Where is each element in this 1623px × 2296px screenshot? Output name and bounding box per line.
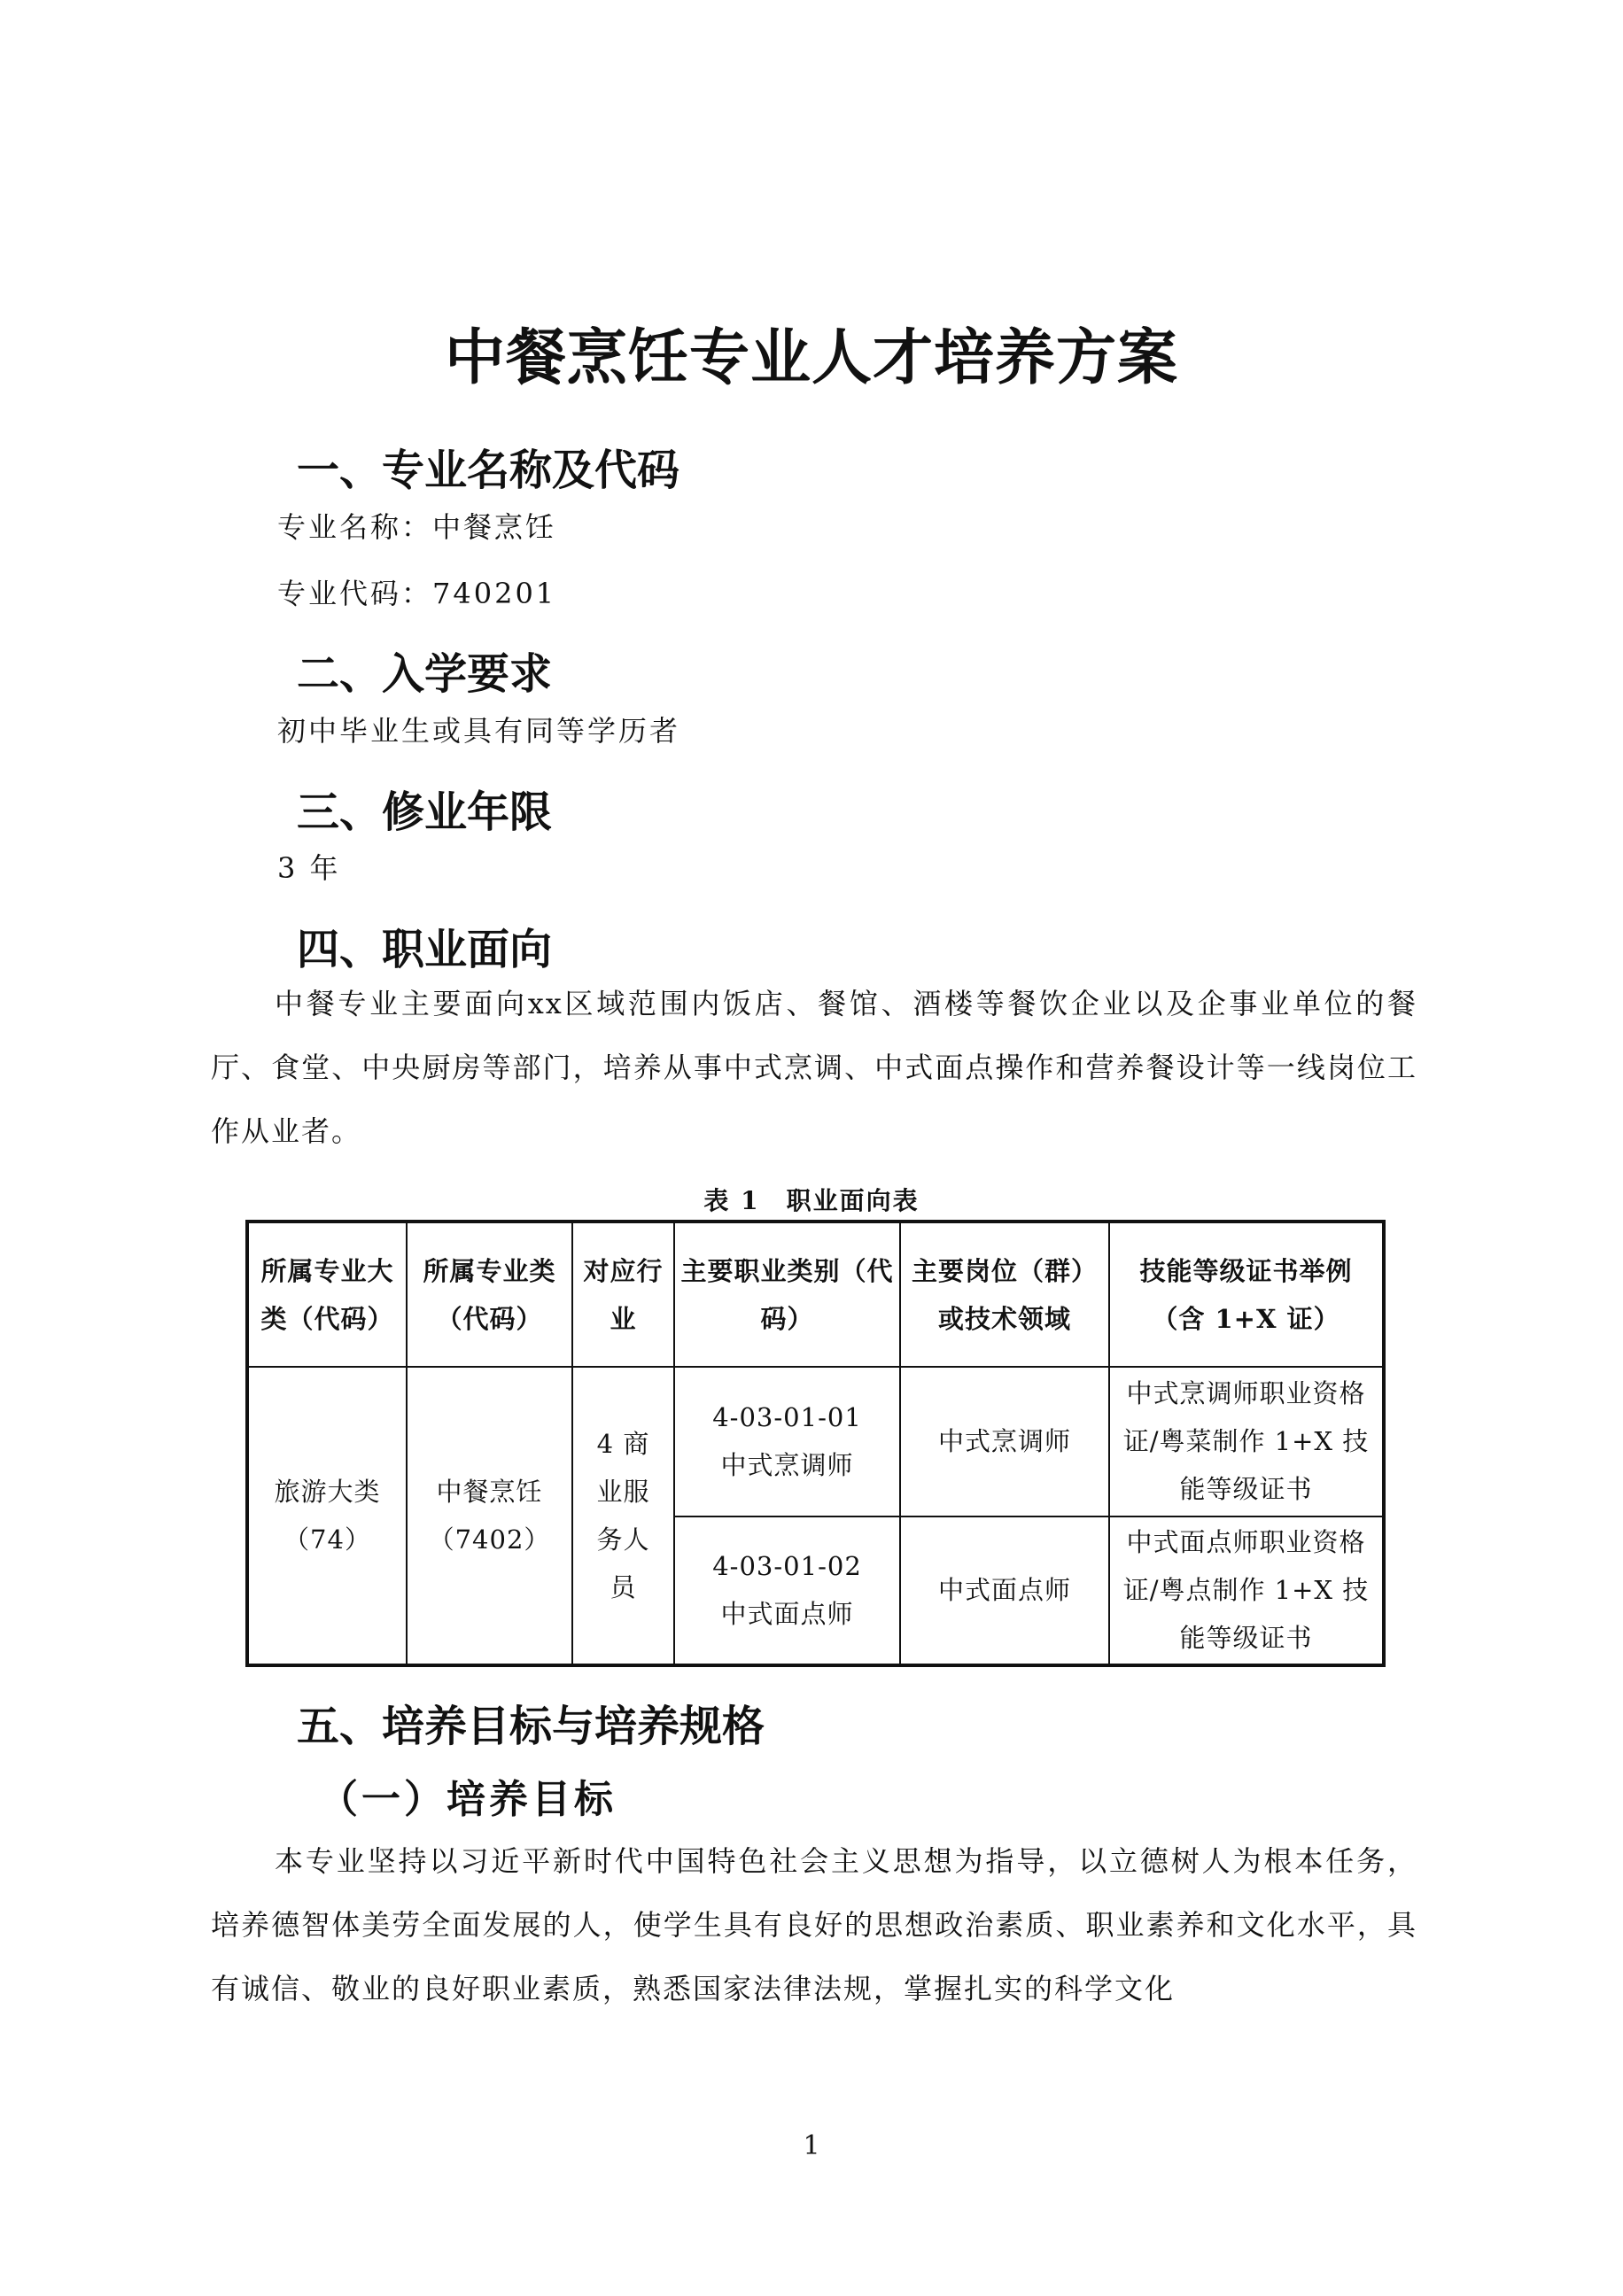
subsection-1-heading: （一）培养目标 [319,1777,617,1822]
major-code-line: 专业代码：740201 [277,577,557,610]
page-number: 1 [803,2130,820,2161]
cell-certificate: 中式烹调师职业资格证/粤菜制作 1+X 技能等级证书 [1109,1367,1384,1516]
training-goal-paragraph: 本专业坚持以习近平新时代中国特色社会主义思想为指导，以立德树人为根本任务，培养德智体美劳全面发展的人，使学生具有良好的思想政治素质、职业素养和文化水平，具有诚信、敬业的良好职业素质，熟悉国家法律法规，掌握扎实的科学文化 [211,1844,1417,2005]
section-1-heading: 一、专业名称及代码 [297,446,680,495]
table-header-row [247,1222,1384,1367]
header-major-class: 所属专业类（代码） [407,1222,572,1367]
header-industry: 对应行业 [572,1222,674,1367]
cell-post: 中式面点师 [900,1516,1109,1665]
occupation-table [245,1220,1386,1667]
header-post: 主要岗位（群）或技术领域 [900,1222,1109,1367]
cell-industry: 4 商业服务人员 [572,1367,674,1665]
duration-text: 3 年 [277,851,341,885]
major-name-line: 专业名称：中餐烹饪 [277,510,557,544]
section-2-heading: 二、入学要求 [297,649,553,699]
cell-occupation: 4-03-01-01 中式烹调师 [674,1367,900,1516]
section-4-heading: 四、职业面向 [297,925,553,974]
table-row [247,1367,1384,1516]
cell-post: 中式烹调师 [900,1367,1109,1516]
cell-occupation: 4-03-01-02 中式面点师 [674,1516,900,1665]
document-title: 中餐烹饪专业人才培养方案 [444,323,1178,393]
header-certificate: 技能等级证书举例（含 1+X 证） [1109,1222,1384,1367]
occupation-paragraph: 中餐专业主要面向xx区域范围内饭店、餐馆、酒楼等餐饮企业以及企事业单位的餐厅、食堂、中央厨房等部门，培养从事中式烹调、中式面点操作和营养餐设计等一线岗位工作从业者。 [211,987,1417,1148]
section-3-heading: 三、修业年限 [297,787,553,837]
cell-certificate: 中式面点师职业资格证/粤点制作 1+X 技能等级证书 [1109,1516,1384,1665]
admission-text: 初中毕业生或具有同等学历者 [277,714,681,748]
section-5-heading: 五、培养目标与培养规格 [297,1702,765,1751]
header-occupation: 主要职业类别（代码） [674,1222,900,1367]
table-caption: 表 1 职业面向表 [703,1186,920,1215]
cell-major-category: 旅游大类（74） [247,1367,407,1665]
cell-major-class: 中餐烹饪（7402） [407,1367,572,1665]
header-major-category: 所属专业大类（代码） [247,1222,407,1367]
